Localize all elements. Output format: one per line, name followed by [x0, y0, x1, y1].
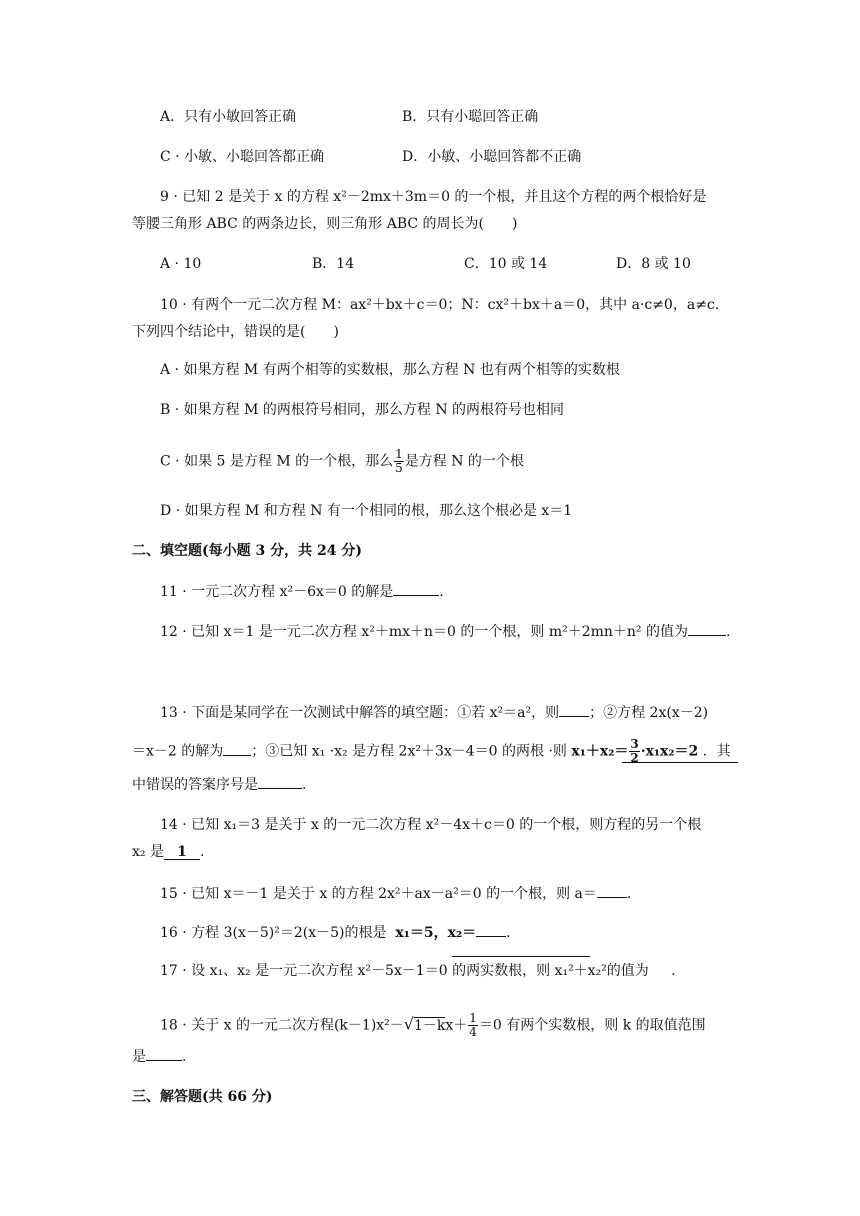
q12	[160, 621, 730, 642]
q10-option-c-fraction	[394, 448, 404, 475]
q17-end: .	[671, 963, 676, 979]
q8-option-d: D．小敏、小聪回答都不正确	[402, 149, 582, 165]
q8-option-c: C · 小敏、小聪回答都正确	[160, 149, 325, 165]
answer-underline	[452, 956, 590, 957]
q14-line2-a: x₂ 是	[132, 844, 164, 860]
q9-option-a: A · 10	[160, 256, 202, 272]
fraction-denominator: 5	[395, 461, 403, 475]
q13-line2-a: ＝x－2 的解为	[132, 743, 224, 760]
section-3-heading: 三、解答题(共 66 分)	[132, 1089, 273, 1105]
answer-blank	[146, 1046, 182, 1061]
answer-blank	[476, 922, 506, 937]
answer-blank	[393, 581, 439, 596]
q15	[160, 883, 631, 904]
q14-answer: 1	[164, 845, 200, 860]
q13-answer-fraction	[629, 738, 639, 765]
q10-line1: 10 · 有两个一元二次方程 M：ax²＋bx＋c＝0；N：cx²＋bx＋a＝0，其中 a·c≠0，a≠c.	[160, 297, 720, 313]
q13-line3-b: .	[302, 777, 307, 793]
q18-line2	[132, 1046, 186, 1067]
q17	[160, 961, 676, 981]
q13-line3-a: 中错误的答案序号是	[132, 777, 258, 793]
q13-line1	[160, 702, 708, 723]
q17-text: 17 · 设 x₁、x₂ 是一元二次方程 x²－5x－1＝0 的两实数根，则 x₁²＋x₂²的值为	[160, 963, 649, 979]
q10-line2: 下列四个结论中，错误的是( )	[132, 324, 339, 340]
fraction-numerator: 1	[395, 447, 403, 461]
answer-blank	[258, 774, 302, 789]
q16-text: 16 · 方程 3(x－5)²＝2(x－5)的根是	[160, 925, 387, 941]
q8-option-a: A．只有小敏回答正确	[160, 109, 297, 125]
q10-option-c	[160, 448, 524, 475]
q16-answer: x₁＝5，x₂＝	[395, 925, 477, 941]
q9-line2: 等腰三角形 ABC 的两条边长，则三角形 ABC 的周长为( )	[132, 216, 518, 232]
section-2-heading: 二、填空题(每小题 3 分，共 24 分)	[132, 543, 362, 559]
answer-blank	[688, 621, 726, 636]
q13-line1-a: 13 · 下面是某同学在一次测试中解答的填空题：①若 x²＝a²，则	[160, 705, 560, 721]
fraction-numerator: 3	[630, 737, 639, 751]
q9-option-d: D．8 或 10	[616, 256, 691, 272]
answer-underline	[622, 762, 738, 763]
q12-end: .	[726, 624, 731, 640]
q10-option-c-post: 是方程 N 的一个根	[404, 453, 524, 470]
q8-option-b: B．只有小聪回答正确	[402, 109, 539, 125]
q15-text: 15 · 已知 x＝－1 是关于 x 的方程 2x²＋ax－a²＝0 的一个根，则 a＝	[160, 886, 597, 902]
q18-line2-a: 是	[132, 1049, 146, 1065]
q10-option-d: D · 如果方程 M 和方程 N 有一个相同的根，那么这个根必是 x＝1	[160, 503, 573, 519]
q13-line3	[132, 774, 306, 795]
fraction-denominator: 2	[630, 751, 639, 765]
q9-line1: 9 · 已知 2 是关于 x 的方程 x²－2mx＋3m＝0 的一个根，并且这个方程的两个根恰好是	[160, 189, 707, 205]
fraction-numerator: 1	[469, 1011, 477, 1025]
q18-line1-c: ＝0 有两个实数根，则 k 的取值范围	[478, 1017, 706, 1034]
q16	[160, 922, 511, 943]
q13-line2-b: ；③已知 x₁ ·x₂ 是方程 2x²＋3x－4＝0 的两根 ·则	[251, 743, 567, 760]
q14-line2-b: .	[199, 844, 205, 860]
q18-line1	[160, 1012, 706, 1039]
q9-option-c: C．10 或 14	[464, 256, 548, 272]
q13-answer-product: ·x₁x₂＝2	[640, 743, 699, 760]
q18-fraction	[468, 1012, 478, 1039]
q18-line1-a: 18 · 关于 x 的一元二次方程(k－1)x²－	[160, 1017, 404, 1034]
q13-line2	[132, 738, 731, 765]
q13-line2-c: ．其	[702, 743, 731, 760]
q11-end: .	[439, 584, 444, 600]
fraction-denominator: 4	[469, 1025, 477, 1039]
q18-line2-b: .	[182, 1049, 187, 1065]
answer-blank	[597, 883, 627, 898]
q10-option-c-pre: C · 如果 5 是方程 M 的一个根，那么	[160, 453, 394, 470]
q15-end: .	[626, 886, 632, 902]
answer-blank	[223, 741, 251, 756]
q11-text: 11 · 一元二次方程 x²－6x＝0 的解是	[160, 584, 394, 600]
q14-line1: 14 · 已知 x₁＝3 是关于 x 的一元二次方程 x²－4x＋c＝0 的一个根，则方程的另一个根	[160, 817, 702, 833]
answer-blank	[559, 702, 589, 717]
sqrt-sign: √	[403, 1014, 414, 1034]
q10-option-b: B · 如果方程 M 的两根符号相同，那么方程 N 的两根符号也相同	[160, 402, 565, 418]
q12-text: 12 · 已知 x＝1 是一元二次方程 x²＋mx＋n＝0 的一个根，则 m²＋2mn＋n² 的值为	[160, 624, 688, 640]
q14-line2	[132, 842, 204, 862]
q13-answer-sum: x₁＋x₂＝	[571, 743, 629, 760]
q13-line1-b: ；②方程 2x(x－2)	[589, 705, 709, 721]
q9-option-b: B．14	[312, 256, 355, 272]
q10-option-a: A · 如果方程 M 有两个相等的实数根，那么方程 N 也有两个相等的实数根	[160, 362, 620, 378]
q16-end: .	[506, 925, 511, 941]
q11	[160, 581, 444, 602]
q18-line1-b: x＋	[445, 1017, 468, 1034]
sqrt-radicand: 1－k	[414, 1017, 446, 1034]
